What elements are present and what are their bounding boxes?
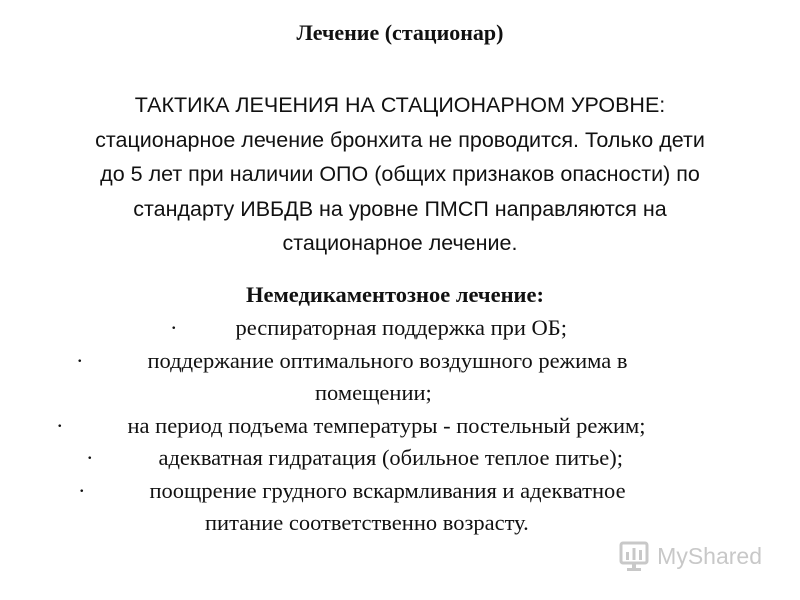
page-title: Лечение (стационар) xyxy=(296,20,504,45)
myshared-logo-icon xyxy=(619,539,651,573)
tactics-heading: ТАКТИКА ЛЕЧЕНИЯ НА СТАЦИОНАРНОМ УРОВНЕ: xyxy=(134,93,666,117)
tactics-text-line: стационарное лечение бронхита не проводится. Только дети xyxy=(95,127,705,152)
list-item xyxy=(0,345,800,410)
list-item xyxy=(0,442,800,475)
bullet-icon: · xyxy=(78,477,86,503)
list-item xyxy=(0,410,800,443)
tactics-text-line: стационарное лечение. xyxy=(282,231,518,255)
list-item-text: поддержание оптимального воздушного режима в xyxy=(147,347,628,373)
list-item-text: на период подъема температуры - постельный режим; xyxy=(127,412,646,438)
list-item xyxy=(0,312,800,345)
list-item-text-continued: питание соответственно возрасту. xyxy=(205,510,529,535)
tactics-text-line: стандарту ИВБДВ на уровне ПМСП направляются на xyxy=(133,196,667,221)
list-item xyxy=(0,475,800,540)
watermark xyxy=(619,538,762,574)
non-drug-list xyxy=(0,312,800,540)
tactics-paragraph xyxy=(20,88,780,261)
bullet-icon: · xyxy=(86,445,94,470)
bullet-icon: · xyxy=(76,347,84,373)
list-item-text: респираторная поддержка при ОБ; xyxy=(235,315,567,340)
list-item-text: поощрение грудного вскармливания и адекватное xyxy=(149,477,626,503)
list-item-text-continued: помещении; xyxy=(315,380,432,405)
non-drug-heading: Немедикаментозное лечение: xyxy=(245,282,544,307)
watermark-text: MyShared xyxy=(657,542,762,569)
list-item-text: адекватная гидратация (обильное теплое питье); xyxy=(158,445,623,470)
tactics-text-line: до 5 лет при наличии ОПО (общих признаков опасности) по xyxy=(100,162,700,186)
bullet-icon: · xyxy=(56,412,64,438)
bullet-icon: · xyxy=(170,315,178,340)
